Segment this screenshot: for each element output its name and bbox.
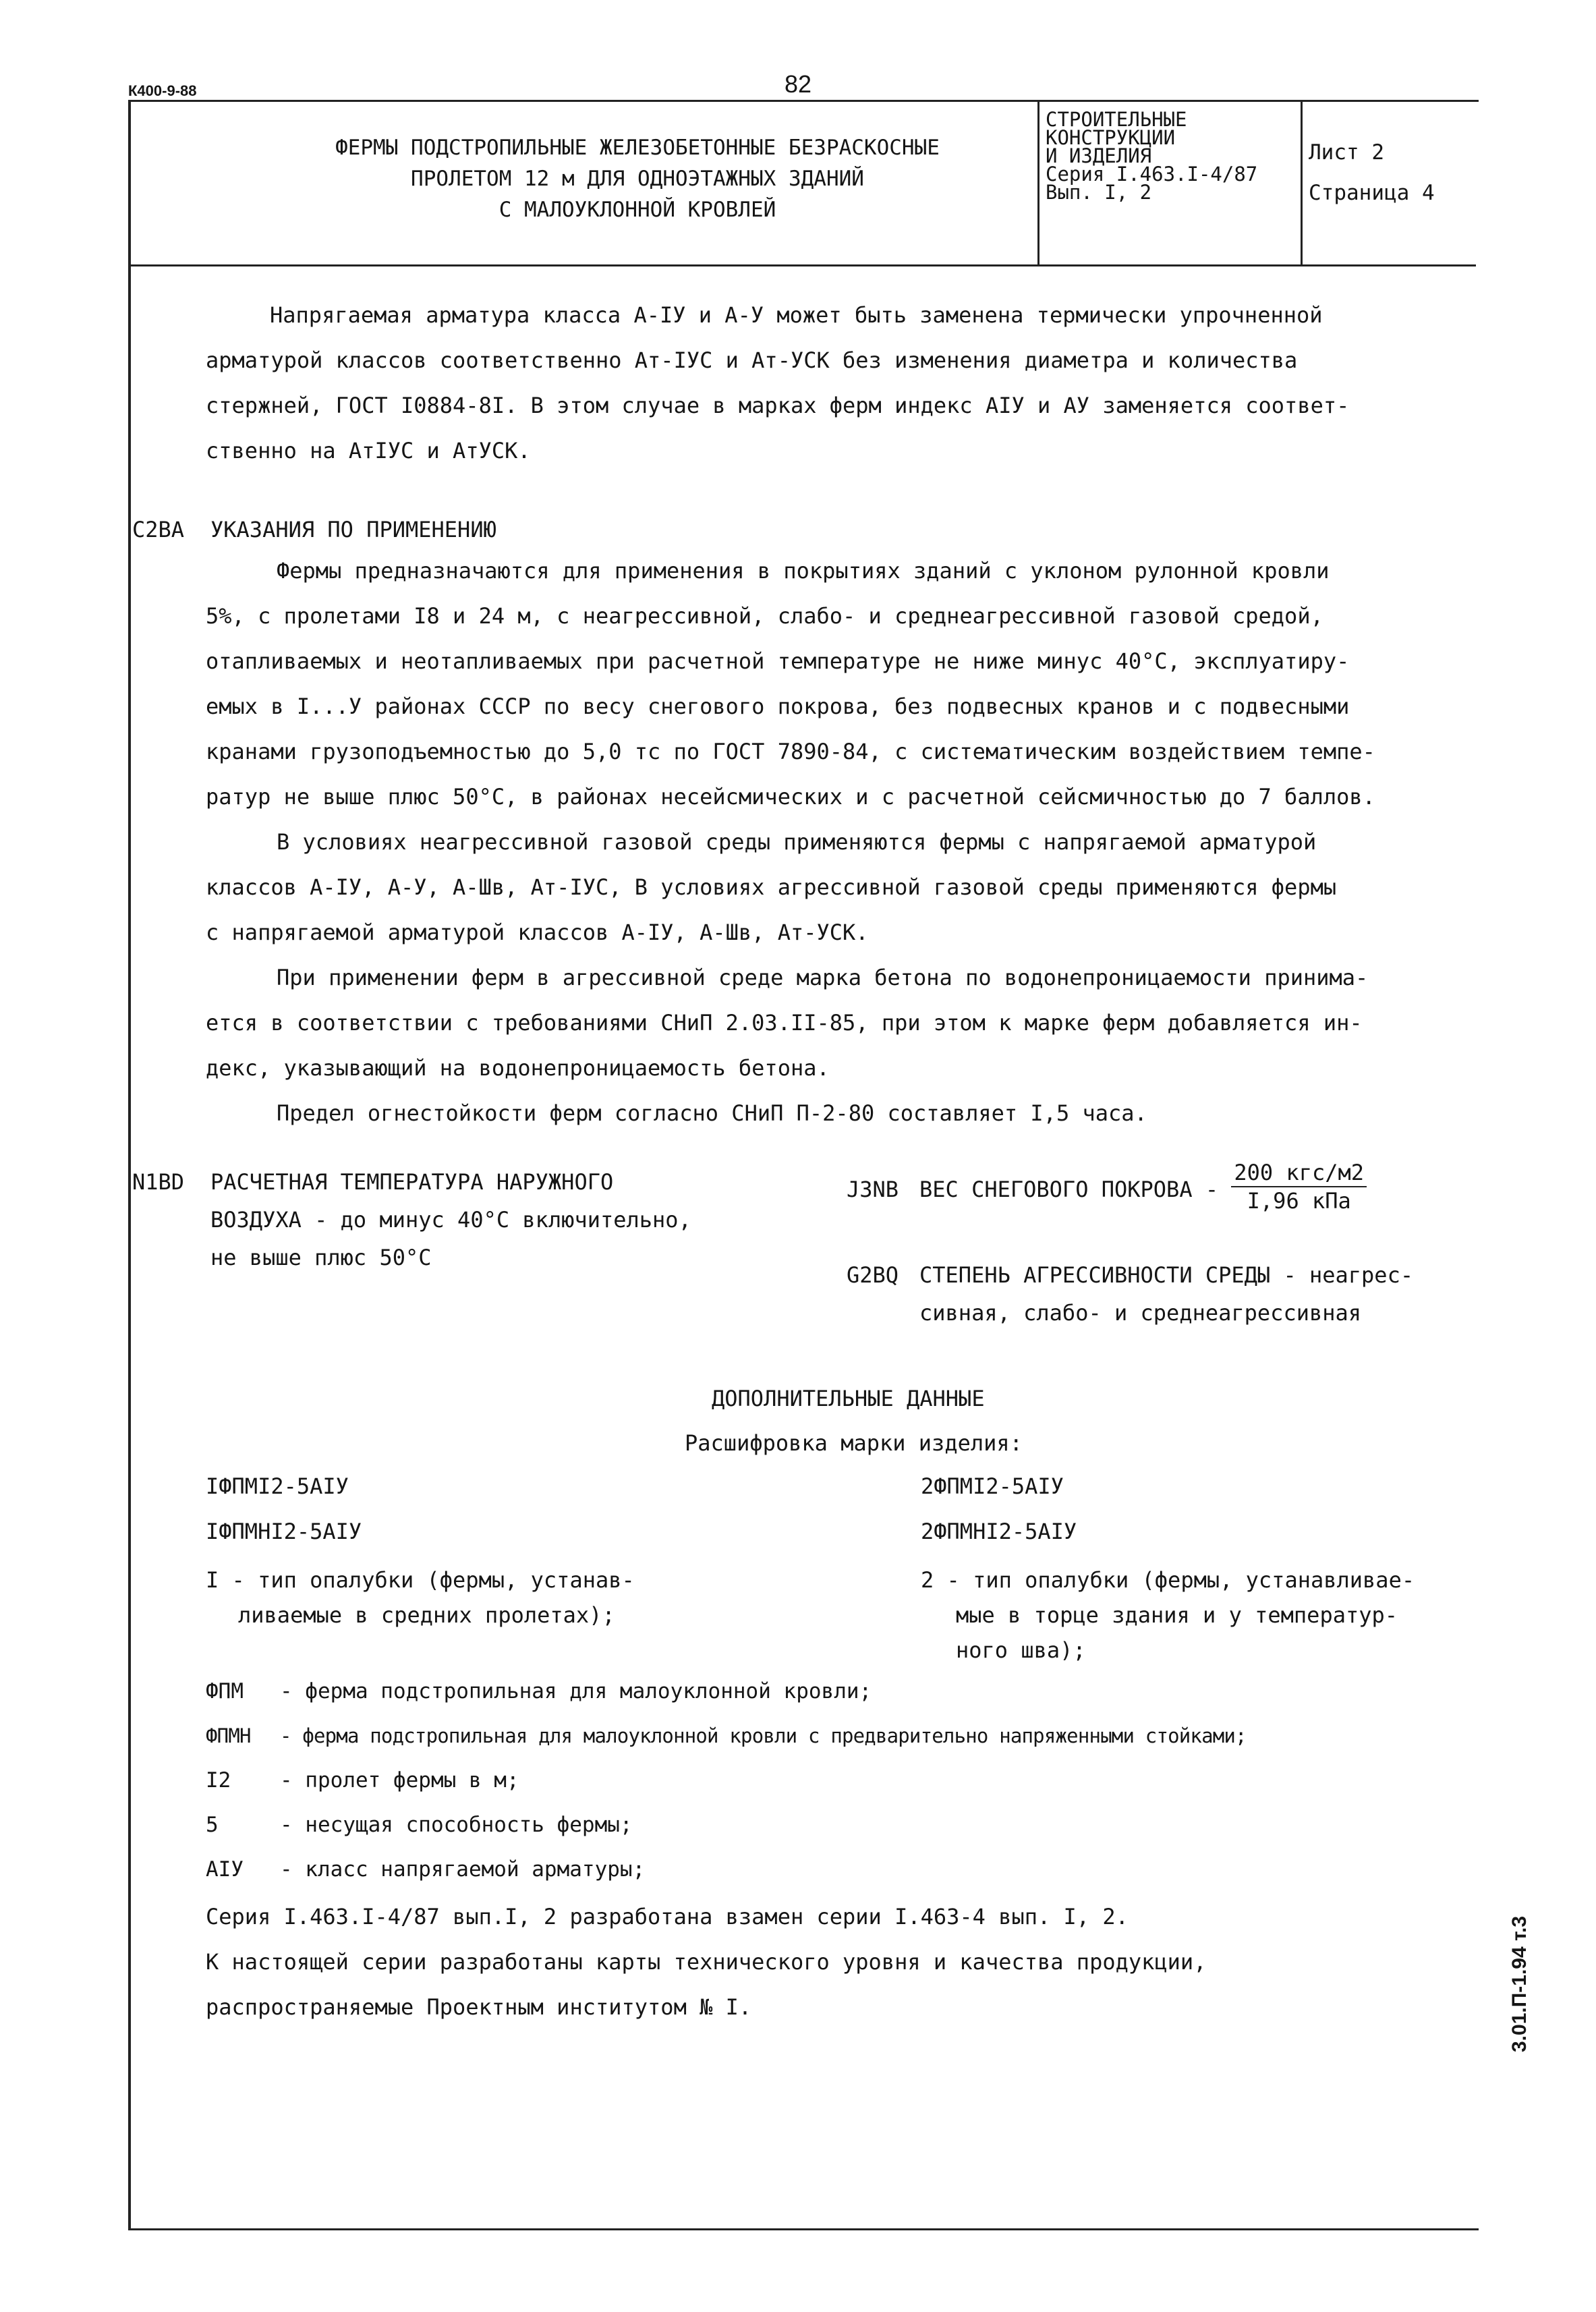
- text-line: ВОЗДУХА - до минус 40°С включительно,: [210, 1207, 691, 1233]
- formwork-type-1: [206, 1562, 635, 1633]
- usage-paragraph: [206, 594, 1375, 820]
- text-line: К настоящей серии разработаны карты технического уровня и качества продукции,: [206, 1949, 1207, 1975]
- stamp-line: Вып. I, 2: [1046, 181, 1152, 204]
- usage-paragraph: [206, 865, 1336, 955]
- additional-heading: ДОПОЛНИТЕЛЬНЫЕ ДАННЫЕ: [712, 1386, 985, 1411]
- intro-paragraph-cont: [206, 338, 1349, 474]
- section-title: УКАЗАНИЯ ПО ПРИМЕНЕНИЮ: [210, 517, 496, 542]
- title-block-divider: [128, 264, 1476, 266]
- usage-line: В условиях неагрессивной газовой среды применяются фермы с напрягаемой арматурой: [277, 829, 1317, 855]
- title-line: С МАЛОУКЛОННОЙ КРОВЛЕЙ: [498, 198, 776, 222]
- document-title: [256, 132, 1019, 225]
- text-line: арматурой классов соответственно Ат-IУС и Ат-УСК без изменения диаметра и количества: [206, 347, 1298, 373]
- legend-desc: - класс напрягаемой арматуры;: [280, 1857, 646, 1882]
- legend-item: [206, 1669, 1247, 1714]
- text-line: Серия I.463.I-4/87 вып.I, 2 разработана взамен серии I.463-4 вып. I, 2.: [206, 1904, 1129, 1929]
- intro-paragraph: [270, 293, 1323, 338]
- text-line: декс, указывающий на водонепроницаемость бетона.: [206, 1055, 830, 1081]
- formwork-type-2: [921, 1562, 1415, 1668]
- snow-load-kpa: I,96 кПа: [1247, 1188, 1351, 1214]
- legend-desc: - пролет фермы в м;: [280, 1768, 519, 1793]
- usage-heading: [132, 507, 496, 553]
- legend-term: ФПМ: [206, 1679, 244, 1703]
- text-line: ственно на АтIУС и АтУСК.: [206, 438, 531, 463]
- title-block-separator-1: [1037, 100, 1039, 266]
- sheet-info: [1309, 132, 1435, 213]
- section-code: J3NB: [847, 1177, 899, 1202]
- text-line: распространяемые Проектным институтом № I.: [206, 1994, 752, 2020]
- snow-block: [847, 1160, 1367, 1218]
- text-line: 5%, с пролетами I8 и 24 м, с неагрессивной, слабо- и среднеагрессивной газовой средой,: [206, 603, 1323, 629]
- text-line: сивная, слабо- и среднеагрессивная: [919, 1300, 1362, 1326]
- usage-paragraph: [206, 1000, 1363, 1091]
- series-stamp: [1046, 108, 1258, 204]
- text-line: мые в торце здания и у температур-: [956, 1602, 1398, 1628]
- title-line: ПРОЛЕТОМ 12 м ДЛЯ ОДНОЭТАЖНЫХ ЗДАНИЙ: [411, 167, 864, 191]
- text-line: РАСЧЕТНАЯ ТЕМПЕРАТУРА НАРУЖНОГО: [210, 1169, 614, 1195]
- temperature-block: [132, 1163, 691, 1276]
- sheet-number: Лист 2: [1309, 140, 1384, 165]
- legend-item: [206, 1847, 1247, 1892]
- legend-item: [206, 1714, 1247, 1758]
- text-line: стержней, ГОСТ I0884-8I. В этом случае в марках ферм индекс АIУ и АУ заменяется соответ-: [206, 393, 1350, 418]
- legend-desc: - ферма подстропильная для малоуклонной кровли;: [280, 1679, 872, 1703]
- title-line: ФЕРМЫ ПОДСТРОПИЛЬНЫЕ ЖЕЛЕЗОБЕТОННЫЕ БЕЗРАСКОСНЫЕ: [335, 136, 940, 160]
- text-line: емых в I...У районах СССР по весу снегового покрова, без подвесных кранов и с подвесными: [206, 694, 1350, 719]
- text-line: ного шва);: [956, 1637, 1086, 1663]
- legend-item: [206, 1758, 1247, 1803]
- product-mark: IФПМНI2-5АIУ: [206, 1519, 362, 1544]
- usage-line: Фермы предназначаются для применения в покрытиях зданий с уклоном рулонной кровли: [277, 558, 1330, 584]
- text-line: классов А-IУ, А-У, А-Шв, Ат-IУС, В условиях агрессивной газовой среды применяются фермы: [206, 874, 1337, 900]
- page-number: 82: [785, 70, 812, 98]
- title-block-separator-2: [1301, 100, 1303, 266]
- text-line: I - тип опалубки (фермы, устанав-: [206, 1567, 635, 1593]
- mark-legend: [206, 1669, 1247, 1892]
- marks-right: [921, 1464, 1077, 1554]
- legend-term: АIУ: [206, 1857, 244, 1882]
- text-line: кранами грузоподъемностью до 5,0 тс по ГОСТ 7890-84, с систематическим воздействием темпе-: [206, 739, 1375, 764]
- legend-term: 5: [206, 1813, 219, 1837]
- legend-desc: - ферма подстропильная для малоуклонной кровли с предварительно напряженными стойками;: [280, 1724, 1247, 1747]
- snow-load-kgf: 200 кгс/м2: [1231, 1159, 1367, 1187]
- section-code: G2BQ: [847, 1262, 899, 1288]
- stamp-line: Серия I.463.I-4/87: [1046, 163, 1258, 186]
- snow-load-fraction: [1231, 1159, 1367, 1214]
- product-mark: 2ФПМНI2-5АIУ: [921, 1519, 1077, 1544]
- product-mark: IФПМI2-5АIУ: [206, 1473, 349, 1499]
- section-code: С2ВА: [132, 517, 185, 542]
- usage-line: При применении ферм в агрессивной среде марка бетона по водонепроницаемости принима-: [277, 965, 1369, 990]
- section-code: N1BD: [132, 1169, 185, 1195]
- marks-left: [206, 1464, 362, 1554]
- legend-desc: - несущая способность фермы;: [280, 1813, 633, 1837]
- snow-label: ВЕС СНЕГОВОГО ПОКРОВА -: [919, 1177, 1219, 1202]
- text-line: 2 - тип опалубки (фермы, устанавливае-: [921, 1567, 1415, 1593]
- text-line: отапливаемых и неотапливаемых при расчетной температуре не ниже минус 40°С, эксплуатиру-: [206, 648, 1350, 674]
- product-mark: 2ФПМI2-5АIУ: [921, 1473, 1064, 1499]
- stamp-line: КОНСТРУКЦИИ: [1046, 126, 1176, 149]
- text-line: ливаемые в средних пролетах);: [238, 1602, 615, 1628]
- aggressiveness-block: [847, 1256, 1413, 1332]
- text-line: с напрягаемой арматурой классов А-IУ, А-Шв, Ат-УСК.: [206, 920, 869, 945]
- legend-term: I2: [206, 1768, 231, 1793]
- mark-decoding-heading: Расшифровка марки изделия:: [685, 1430, 1023, 1456]
- registration-code: 3.01.П-1.94 т.3: [1508, 1915, 1531, 2052]
- text-line: СТЕПЕНЬ АГРЕССИВНОСТИ СРЕДЫ - неагрес-: [919, 1262, 1414, 1288]
- legend-term: ФПМН: [206, 1724, 251, 1747]
- legend-item: [206, 1803, 1247, 1847]
- stamp-line: СТРОИТЕЛЬНЫЕ: [1046, 108, 1187, 131]
- text-line: не выше плюс 50°С: [210, 1245, 432, 1270]
- stamp-line: И ИЗДЕЛИЯ: [1046, 144, 1152, 167]
- usage-line: Предел огнестойкости ферм согласно СНиП П-2-80 составляет I,5 часа.: [277, 1100, 1147, 1126]
- document-code: К400-9-88: [128, 82, 197, 99]
- text-line: Напрягаемая арматура класса А-IУ и А-У может быть заменена термически упрочненной: [270, 302, 1323, 328]
- sheet-page: Страница 4: [1309, 181, 1435, 205]
- text-line: ется в соответствии с требованиями СНиП 2.03.II-85, при этом к марке ферм добавляется ин-: [206, 1010, 1363, 1036]
- closing-notes: [206, 1894, 1206, 2030]
- text-line: ратур не выше плюс 50°С, в районах несейсмических и с расчетной сейсмичностью до 7 баллов.: [206, 784, 1375, 810]
